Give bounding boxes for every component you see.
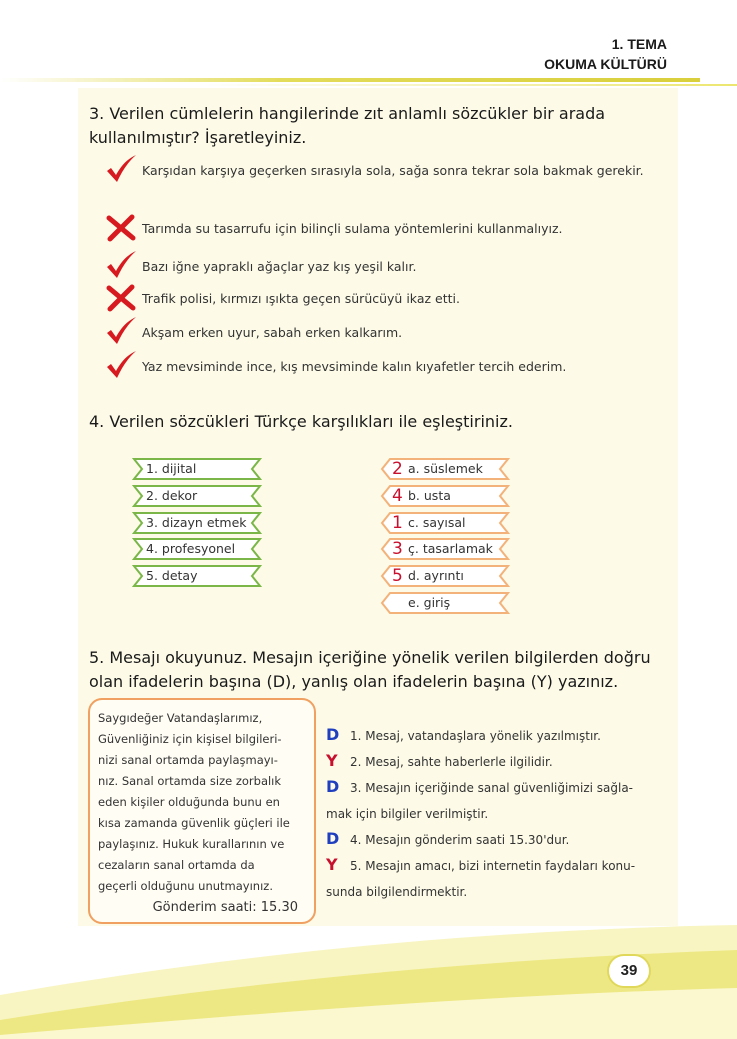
q5-answer (326, 852, 666, 905)
left-word-text: 5. detay (146, 568, 198, 583)
message-box (88, 698, 316, 924)
q5-answer (326, 826, 666, 853)
checkmark-icon (104, 316, 138, 346)
message-line: Saygıdeğer Vatandaşlarımız, (98, 711, 263, 725)
q3-option-text: Karşıdan karşıya geçerken sırasıyla sola, sağa sonra tekrar sola bakmak gerekir. (142, 163, 644, 178)
left-word-text: 1. dijital (146, 461, 197, 476)
cross-icon (104, 212, 138, 242)
q5-answer-line (326, 801, 666, 827)
answer-letter: Y (326, 855, 338, 874)
q5-answer-line (326, 774, 666, 801)
q3-option-text: Akşam erken uyur, sabah erken kalkarım. (142, 325, 403, 340)
answer-text: 3. Mesajın içeriğinde sanal güvenliğimizi sağla- (350, 781, 634, 795)
right-word-pill (380, 565, 510, 587)
right-word-pill (380, 458, 510, 480)
right-word-pill (380, 512, 510, 534)
message-line: cezaların sanal ortamda da (98, 858, 255, 872)
answer-text: 1. Mesaj, vatandaşlara yönelik yazılmıştır. (350, 729, 601, 743)
answer-text: 4. Mesajın gönderim saati 15.30'dur. (350, 833, 570, 847)
q3-option (108, 218, 668, 240)
q3-option-text: Trafik polisi, kırmızı ışıkta geçen sürücüyü ikaz etti. (142, 291, 460, 306)
match-number: 1 (392, 513, 403, 533)
theme-title: OKUMA KÜLTÜRÜ (544, 56, 667, 72)
right-word-text: e. giriş (408, 595, 451, 610)
question-4-title: 4. Verilen sözcükleri Türkçe karşılıkları ile eşleştiriniz. (89, 412, 513, 431)
checkmark-icon (104, 154, 138, 184)
right-word-text: a. süslemek (408, 461, 483, 476)
left-word-pill (132, 538, 272, 560)
message-line: kısa zamanda güvenlik güçleri ile (98, 816, 290, 830)
message-line: paylaşınız. Hukuk kurallarının ve (98, 837, 285, 851)
q5-answer (326, 774, 666, 827)
header-rule-secondary (200, 84, 737, 86)
answer-text: sunda bilgilendirmektir. (326, 885, 468, 899)
q3-option (108, 356, 668, 378)
left-word-pill (132, 512, 272, 534)
question-5-title: 5. Mesajı okuyunuz. Mesajın içeriğine yönelik verilen bilgilerden doğru olan ifadelerin başına (D), yanlış olan ifadelerin başına (Y) yazınız. (89, 648, 651, 691)
answer-letter: D (326, 829, 340, 848)
right-word-text: ç. tasarlamak (408, 541, 493, 556)
left-word-text: 3. dizayn etmek (146, 515, 247, 530)
answer-letter: D (326, 777, 340, 796)
left-word-text: 4. profesyonel (146, 541, 236, 556)
q5-answer-line (326, 722, 666, 749)
left-word-text: 2. dekor (146, 488, 198, 503)
q3-option (108, 288, 668, 310)
checkmark-icon (104, 350, 138, 380)
checkmark-icon (104, 250, 138, 280)
message-signature: Gönderim saati: 15.30 (152, 900, 298, 915)
answer-letter: D (326, 725, 340, 744)
q3-option-text: Yaz mevsiminde ince, kış mevsiminde kalın kıyafetler tercih ederim. (142, 359, 567, 374)
right-word-text: d. ayrıntı (408, 568, 464, 583)
match-number: 3 (392, 539, 403, 559)
answer-text: 2. Mesaj, sahte haberlerle ilgilidir. (350, 755, 553, 769)
q5-answer-line (326, 826, 666, 853)
right-word-text: c. sayısal (408, 515, 466, 530)
match-number: 5 (392, 566, 403, 586)
q5-answer-line (326, 748, 666, 775)
left-word-pill (132, 485, 272, 507)
q5-answer (326, 722, 666, 749)
page-number: 39 (607, 954, 651, 988)
left-word-pill (132, 458, 272, 480)
q5-answer-line (326, 852, 666, 879)
q3-option (108, 256, 668, 278)
message-line: eden kişiler olduğunda bunu en (98, 795, 280, 809)
match-number: 4 (392, 486, 403, 506)
right-word-text: b. usta (408, 488, 451, 503)
message-line: nizi sanal ortamda paylaşmayı- (98, 753, 278, 767)
question-3-title: 3. Verilen cümlelerin hangilerinde zıt anlamlı sözcükler bir arada kullanılmıştır? İşaretleyiniz. (89, 104, 606, 147)
answer-letter: Y (326, 751, 338, 770)
match-number: 2 (392, 459, 403, 479)
header-rule (0, 78, 700, 82)
answer-text: mak için bilgiler verilmiştir. (326, 807, 489, 821)
q3-option (108, 160, 668, 182)
right-word-pill (380, 538, 510, 560)
q3-option-text: Bazı iğne yapraklı ağaçlar yaz kış yeşil kalır. (142, 259, 417, 274)
message-text (98, 708, 306, 897)
right-word-pill (380, 485, 510, 507)
answer-text: 5. Mesajın amacı, bizi internetin faydaları konu- (350, 859, 636, 873)
right-word-pill (380, 592, 510, 614)
left-word-pill (132, 565, 272, 587)
message-line: nız. Sanal ortamda size zorbalık (98, 774, 282, 788)
message-line: geçerli olduğunu unutmayınız. (98, 879, 273, 893)
q3-option-text: Tarımda su tasarrufu için bilinçli sulama yöntemlerini kullanmalıyız. (142, 221, 563, 236)
message-line: Güvenliğiniz için kişisel bilgileri- (98, 732, 282, 746)
q3-option (108, 322, 668, 344)
page-header (544, 34, 667, 74)
q5-answer (326, 748, 666, 775)
cross-icon (104, 282, 138, 312)
theme-number: 1. TEMA (611, 36, 667, 52)
